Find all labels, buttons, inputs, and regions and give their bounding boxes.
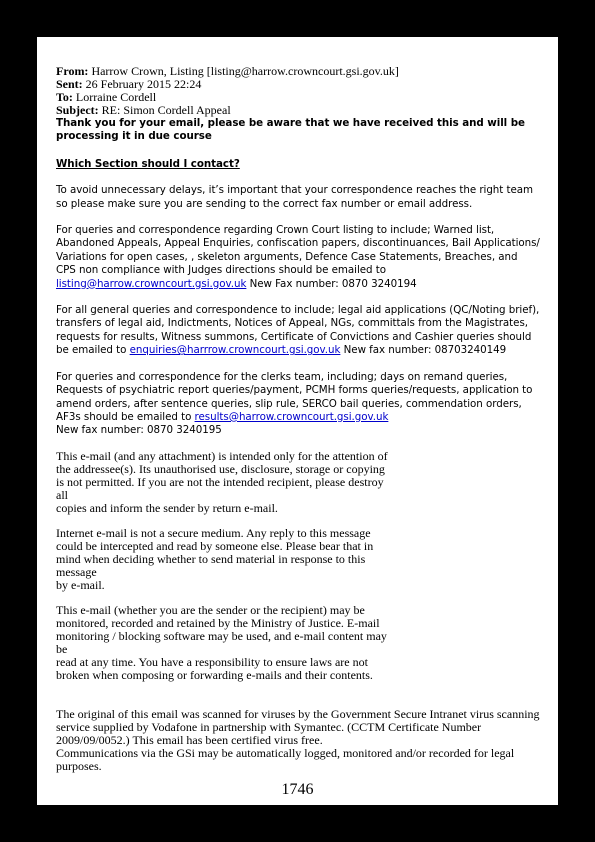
listing-fax: New Fax number: 0870 3240194 xyxy=(246,277,417,290)
general-fax: New fax number: 08703240149 xyxy=(340,344,507,357)
notice-line: by e-mail. xyxy=(56,577,105,592)
notice-line: could be intercepted and read by someone else. Please bear that in xyxy=(56,538,374,553)
clerks-paragraph xyxy=(56,371,540,438)
sent-value: 26 February 2015 22:24 xyxy=(85,77,202,91)
from-value: Harrow Crown, Listing [listing@harrow.crowncourt.gsi.gov.uk] xyxy=(91,64,399,78)
to-value: Lorraine Cordell xyxy=(75,90,157,104)
notice-line: the addressee(s). Its unauthorised use, disclosure, storage or copying xyxy=(56,461,385,476)
general-email-link[interactable]: enquiries@harrrow.crowncourt.gsi.gov.uk xyxy=(129,344,341,357)
clerks-email-link[interactable]: results@harrow.crowncourt.gsi.gov.uk xyxy=(194,410,389,423)
notice-line: service supplied by Vodafone in partnership with Symantec. (CCTM Certificate Number xyxy=(56,719,482,734)
monitoring-notice xyxy=(56,604,396,682)
intro-paragraph: To avoid unnecessary delays, it’s important that your correspondence reaches the right team so please make sure you are sending to the correct fax number or email address. xyxy=(56,184,534,210)
sent-label: Sent: xyxy=(56,77,83,91)
general-text: For all general queries and correspondence to include; legal aid applications (QC/Noting brief), transfers of legal aid, Indictments, Notices of Appeal, NGs, committals from the Magistrates, requests for results, Witness summons, Certificate of Convictions and Cashier queries should be emailed to xyxy=(56,304,540,357)
general-paragraph xyxy=(56,304,540,358)
notice-line: 2009/09/0052.) This email has been certified virus free. xyxy=(56,732,323,747)
page-number: 1746 xyxy=(281,781,314,798)
notice-line: monitored, recorded and retained by the Ministry of Justice. E-mail xyxy=(56,615,380,630)
subject-value: RE: Simon Cordell Appeal xyxy=(101,103,231,117)
listing-paragraph xyxy=(56,224,540,291)
from-label: From: xyxy=(56,64,89,78)
security-notice xyxy=(56,527,396,592)
notice-line: purposes. xyxy=(56,758,102,773)
subject-label: Subject: xyxy=(56,103,99,117)
notice-line: is not permitted. If you are not the intended recipient, please destroy all xyxy=(56,474,384,502)
notice-line: monitoring / blocking software may be used, and e-mail content may be xyxy=(56,628,387,656)
thanks-message: Thank you for your email, please be aware that we have received this and will be processing it in due course xyxy=(56,117,525,143)
notice-line: copies and inform the sender by return e-mail. xyxy=(56,500,278,515)
confidentiality-notice xyxy=(56,450,396,515)
notice-line: mind when deciding whether to send material in response to this message xyxy=(56,551,366,579)
subject-line xyxy=(56,104,540,117)
listing-email-link[interactable]: listing@harrow.crowncourt.gsi.gov.uk xyxy=(56,277,247,290)
document-page xyxy=(37,37,558,805)
notice-line: Internet e-mail is not a secure medium. Any reply to this message xyxy=(56,525,371,540)
notice-line: read at any time. You have a responsibility to ensure laws are not xyxy=(56,654,368,669)
virus-scan-notice xyxy=(56,708,540,773)
notice-line: This e-mail (and any attachment) is intended only for the attention of xyxy=(56,448,388,463)
section-title: Which Section should I contact? xyxy=(56,157,240,170)
notice-line: This e-mail (whether you are the sender or the recipient) may be xyxy=(56,602,365,617)
notice-line: The original of this email was scanned for viruses by the Government Secure Intranet virus scanning xyxy=(56,706,540,721)
notice-line: broken when composing or forwarding e-mails and their contents. xyxy=(56,667,373,682)
notice-line: Communications via the GSi may be automatically logged, monitored and/or recorded for legal xyxy=(56,745,515,760)
email-header xyxy=(56,65,540,117)
clerks-text: For queries and correspondence for the clerks team, including; days on remand queries, Requests of psychiatric report queries/payment, PCMH forms queries/requests, application to amend orders, after sentence queries, slip rule, SERCO bail queries, commendation orders, AF3s should be emailed to xyxy=(56,370,533,423)
clerks-fax: New fax number: 0870 3240195 xyxy=(56,424,222,437)
to-label: To: xyxy=(56,90,73,104)
listing-text: For queries and correspondence regarding Crown Court listing to include; Warned list, Abandoned Appeals, Appeal Enquiries, confiscation papers, discontinuances, Bail Applications/ Variations for open cases, , skeleton arguments, Defence Case Statements, Breaches, and CPS non compliance with Judges directions should be emailed to xyxy=(56,224,540,277)
